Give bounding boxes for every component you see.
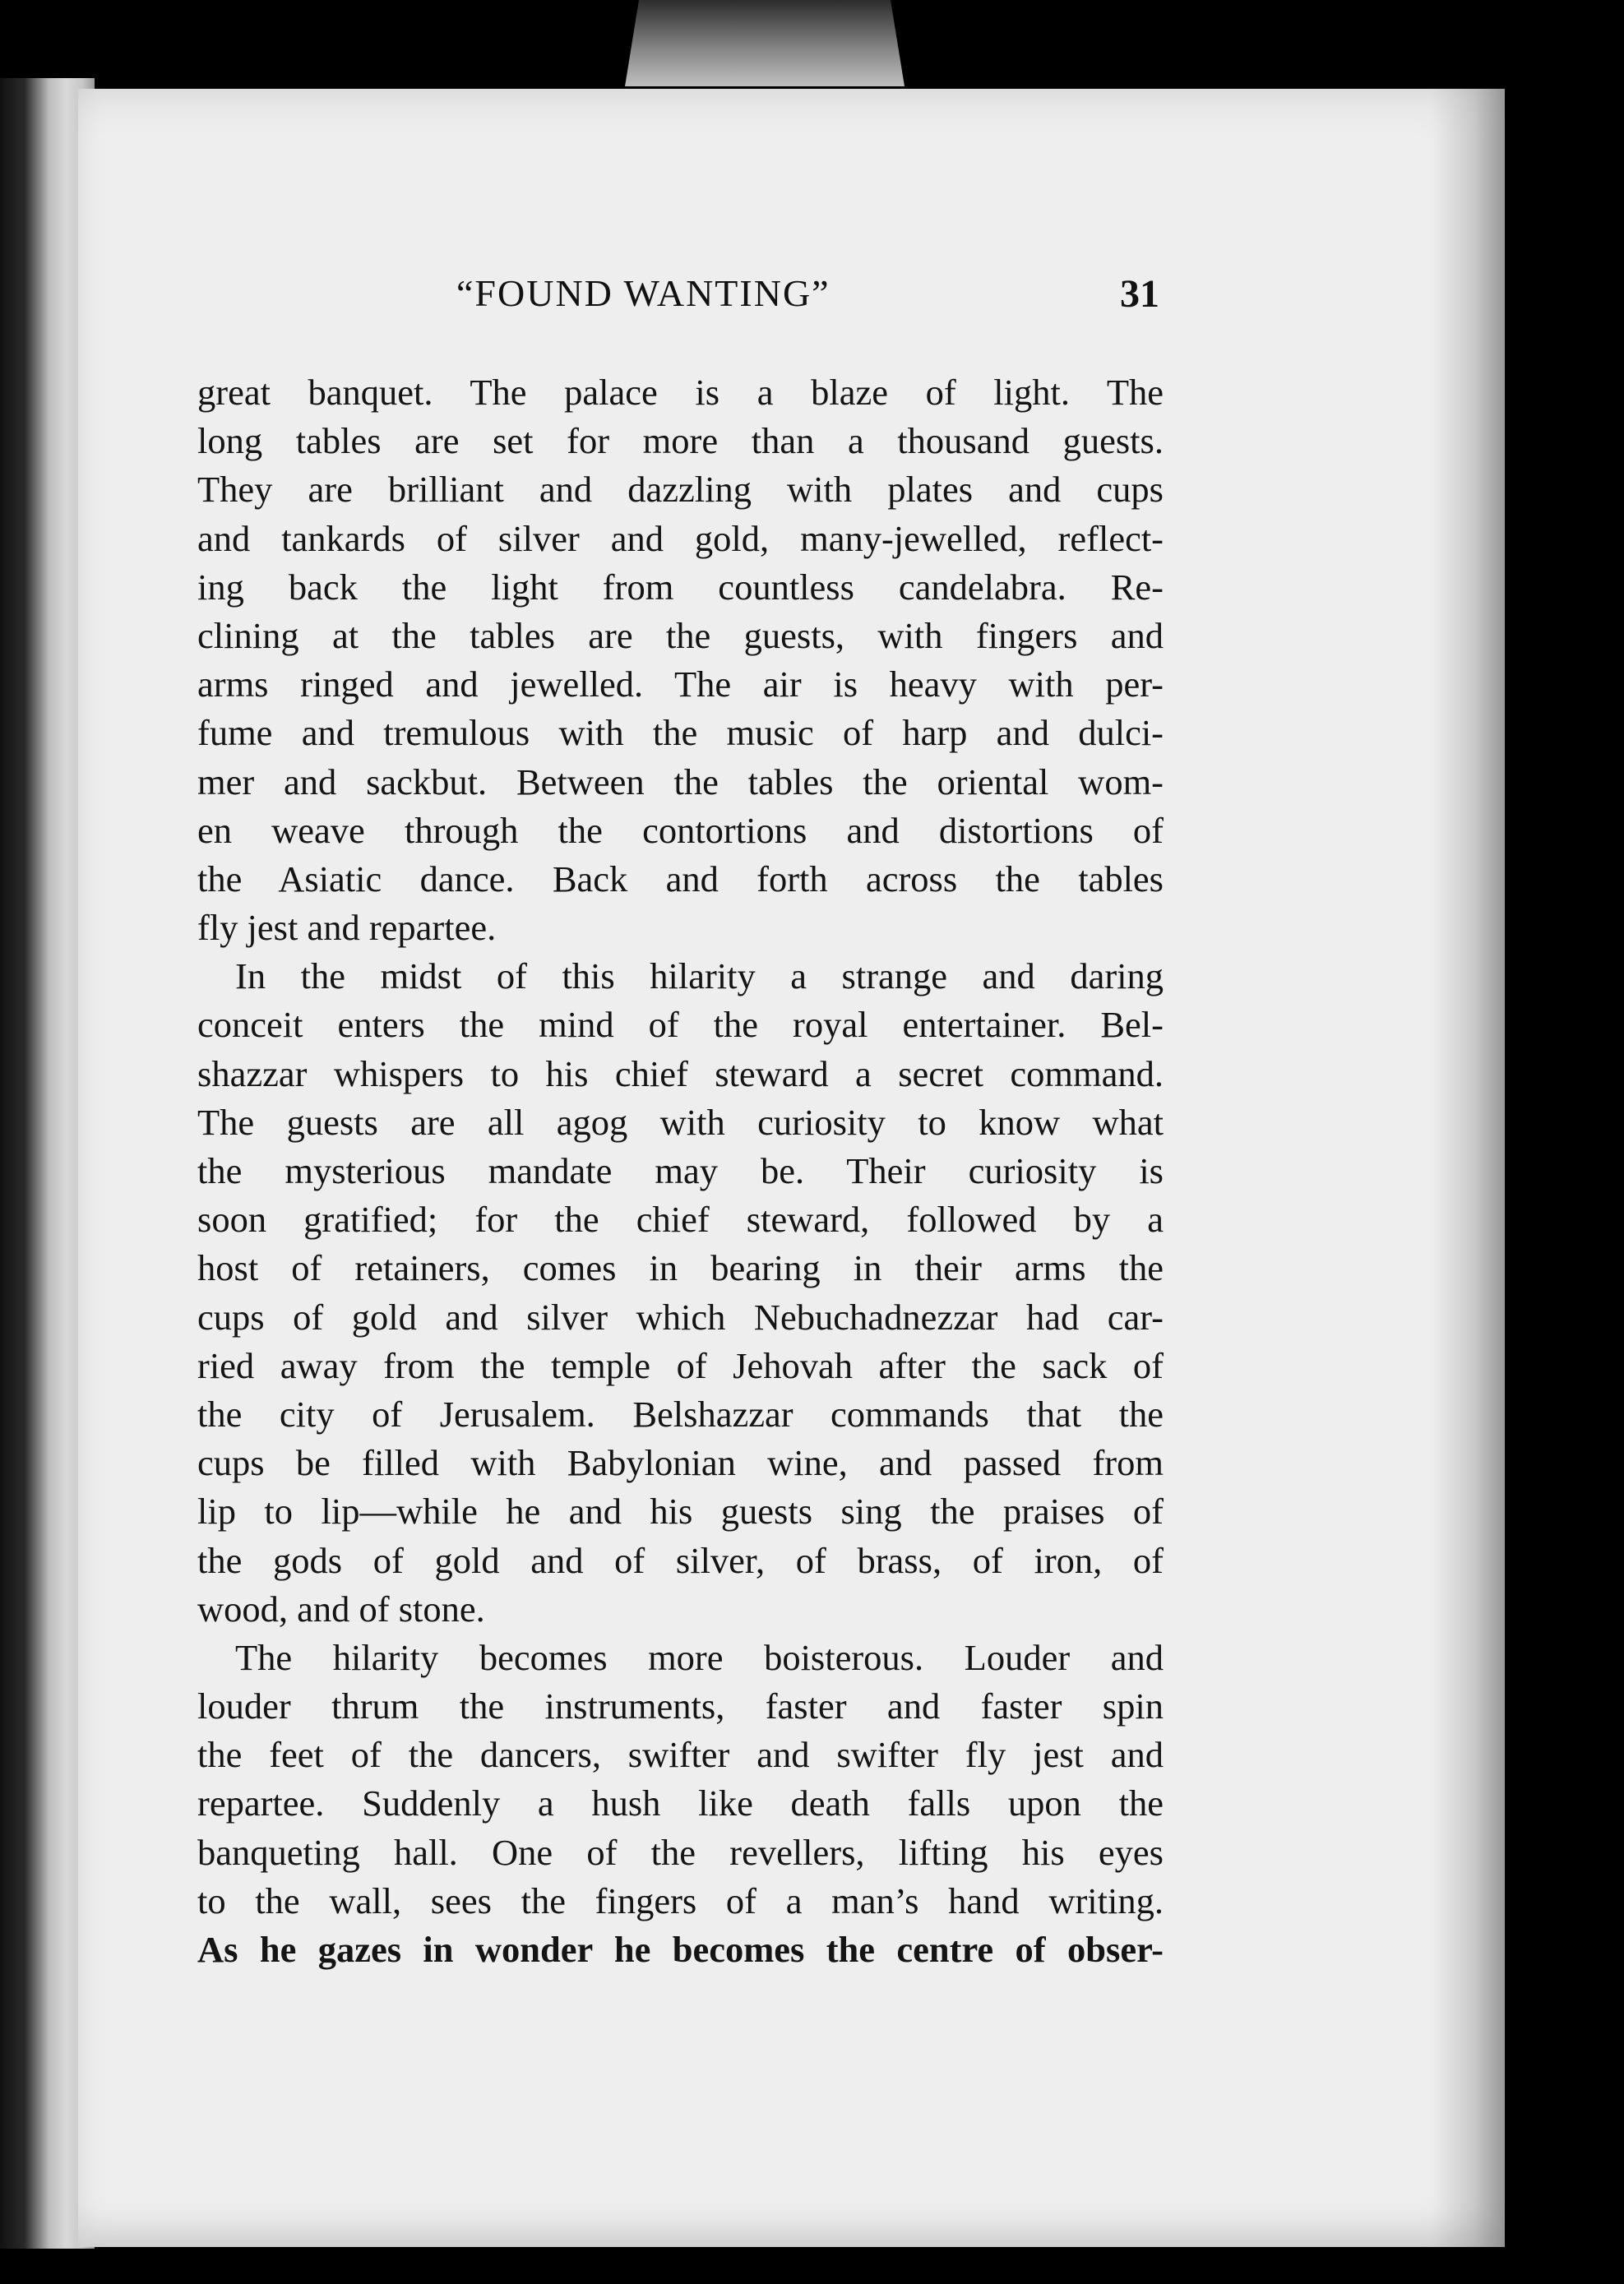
text-line: conceit enters the mind of the royal entertainer. Bel- [197, 1004, 1164, 1046]
text-line: repartee. Suddenly a hush like death falls upon the [197, 1782, 1164, 1824]
text-line: long tables are set for more than a thousand guests. [197, 420, 1164, 462]
text-line: As he gazes in wonder he becomes the centre of obser- [197, 1929, 1164, 1970]
text-line: mer and sackbut. Between the tables the oriental wom- [197, 761, 1164, 802]
text-line: cups of gold and silver which Nebuchadnezzar had car- [197, 1296, 1164, 1338]
text-line: In the midst of this hilarity a strange and daring [235, 955, 1164, 997]
text-line: shazzar whispers to his chief steward a secret command. [197, 1052, 1164, 1094]
text-line: wood, and of stone. [197, 1588, 485, 1630]
text-line: cups be filled with Babylonian wine, and passed from [197, 1442, 1164, 1484]
text-line: and tankards of silver and gold, many-jewelled, reflect- [197, 517, 1164, 559]
text-line: They are brilliant and dazzling with plates and cups [197, 469, 1164, 511]
text-line: great banquet. The palace is a blaze of light. The [197, 372, 1164, 413]
text-line: to the wall, sees the fingers of a man’s hand writing. [197, 1879, 1164, 1921]
text-line: en weave through the contortions and distortions of [197, 809, 1164, 851]
text-line: host of retainers, comes in bearing in their arms the [197, 1247, 1164, 1289]
text-line: the mysterious mandate may be. Their curiosity is [197, 1150, 1164, 1191]
running-title: “FOUND WANTING” [456, 272, 831, 314]
page-number: 31 [1120, 272, 1159, 316]
text-line: fly jest and repartee. [197, 907, 497, 949]
text-line: the gods of gold and of silver, of brass, of iron, of [197, 1539, 1164, 1581]
text-line: louder thrum the instruments, faster and faster spin [197, 1685, 1164, 1727]
text-line: banqueting hall. One of the revellers, lifting his eyes [197, 1831, 1164, 1873]
text-line: the feet of the dancers, swifter and swifter fly jest and [197, 1734, 1164, 1776]
running-head [197, 271, 1159, 329]
text-line: arms ringed and jewelled. The air is heavy with per- [197, 663, 1164, 705]
text-line: ing back the light from countless candelabra. Re- [197, 566, 1164, 608]
text-line: The guests are all agog with curiosity to know what [197, 1101, 1164, 1143]
text-line: the Asiatic dance. Back and forth across the tables [197, 858, 1164, 899]
text-line: clining at the tables are the guests, with fingers and [197, 614, 1164, 656]
text-line: fume and tremulous with the music of harp and dulci- [197, 712, 1164, 754]
text-line: The hilarity becomes more boisterous. Louder and [235, 1636, 1164, 1678]
text-line: ried away from the temple of Jehovah after the sack of [197, 1344, 1164, 1386]
binding-tab [625, 0, 905, 86]
text-line: soon gratified; for the chief steward, followed by a [197, 1199, 1164, 1241]
page-fold-shadow [1431, 89, 1505, 2247]
body-text [197, 368, 1164, 1974]
text-line: the city of Jerusalem. Belshazzar commands that the [197, 1393, 1164, 1435]
text-line: lip to lip—while he and his guests sing the praises of [197, 1491, 1164, 1533]
